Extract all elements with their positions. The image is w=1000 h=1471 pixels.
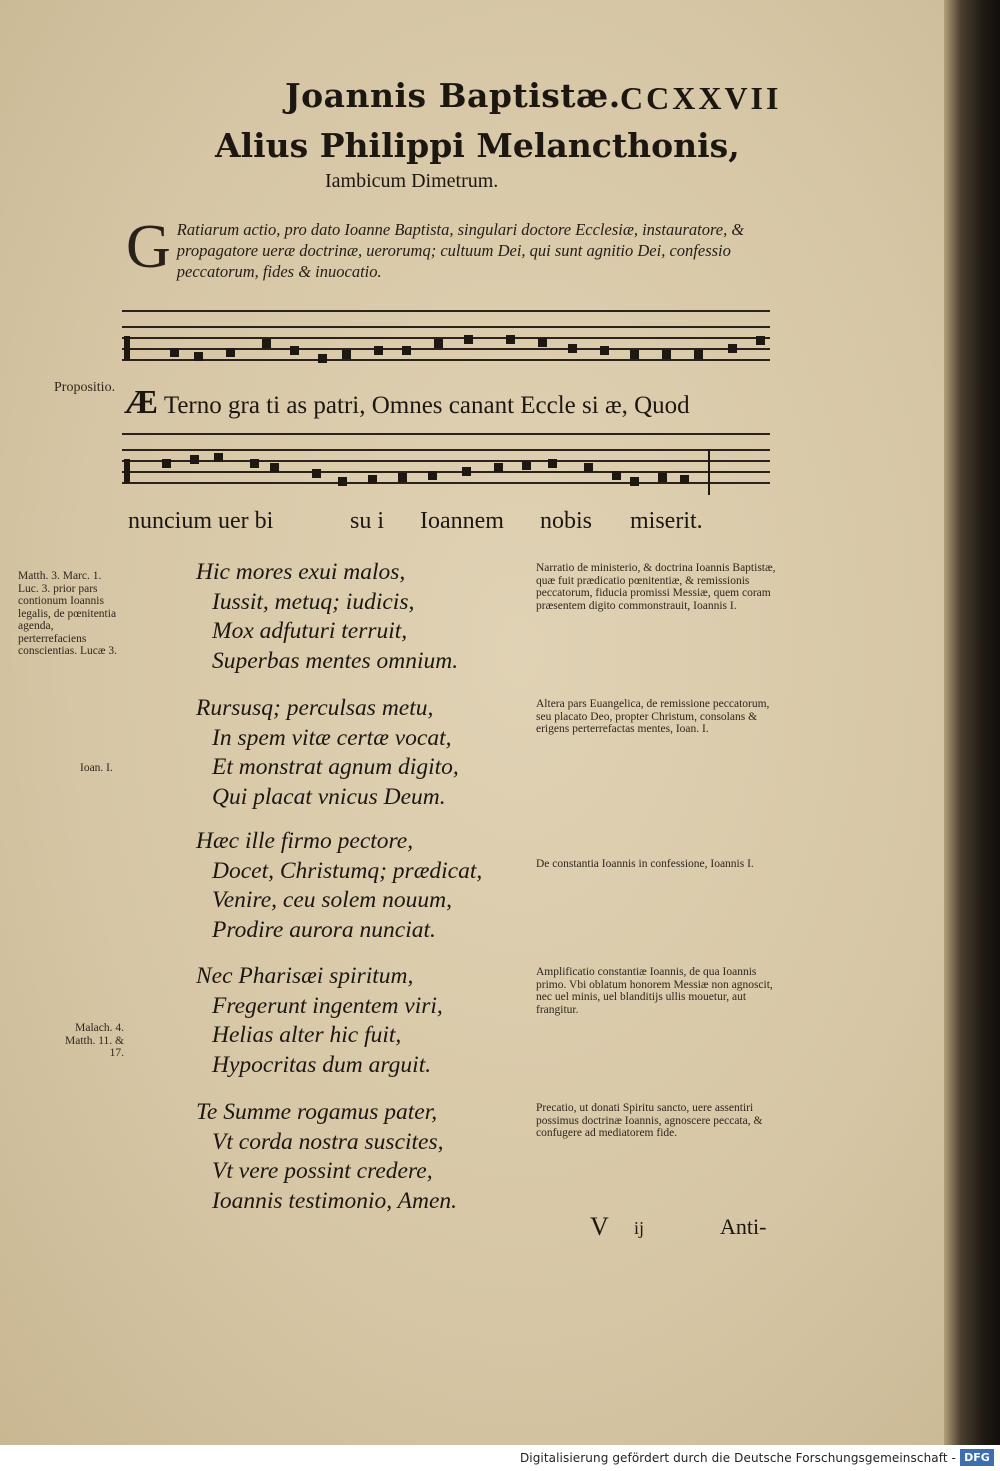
intro-paragraph bbox=[126, 213, 786, 282]
note bbox=[338, 477, 347, 486]
note bbox=[680, 475, 689, 484]
intro-text: Ratiarum actio, pro dato Ioanne Baptista, singulari doctore Ecclesiæ, instauratore, & propagatore ueræ doctrinæ, uerorumq; cultuum Dei, qui sunt agnitio Dei, confessio peccatorum, fides & inuocatio. bbox=[176, 220, 745, 281]
margin-note: Malach. 4. Matth. 11. & 17. bbox=[65, 1022, 124, 1059]
staff-top-rule bbox=[122, 306, 770, 316]
note bbox=[600, 346, 609, 355]
verse-line: Mox adfuturi terruit, bbox=[212, 618, 408, 644]
lyric-word: nuncium uer bi bbox=[128, 508, 274, 534]
lyric-text: Terno gra ti as patri, Omnes canant Eccle si æ, Quod bbox=[163, 392, 690, 419]
note bbox=[342, 350, 351, 359]
note bbox=[658, 473, 667, 482]
note bbox=[522, 461, 531, 470]
verse-line: Vt vere possint credere, bbox=[212, 1158, 433, 1184]
verse-line: Venire, ceu solem nouum, bbox=[212, 887, 452, 913]
music-staff-2 bbox=[122, 449, 770, 495]
margin-note: Matth. 3. Marc. 1. Luc. 3. prior pars contionum Ioannis legalis, de pœnitentia agenda, perterrefaciens conscientias. Lucæ 3. bbox=[18, 570, 118, 657]
lyric-line-1 bbox=[124, 384, 690, 422]
clef-icon bbox=[124, 336, 130, 360]
note bbox=[398, 473, 407, 482]
music-staff-1 bbox=[122, 326, 770, 372]
running-title: Joannis Baptistæ. bbox=[285, 76, 621, 115]
stanza-4 bbox=[196, 962, 443, 1080]
note bbox=[368, 475, 377, 484]
note bbox=[214, 453, 223, 462]
note bbox=[434, 339, 443, 348]
note bbox=[464, 335, 473, 344]
note bbox=[694, 350, 703, 359]
margin-propositio: Propositio. bbox=[54, 380, 116, 395]
note bbox=[584, 463, 593, 472]
stanza-2 bbox=[196, 694, 459, 812]
note bbox=[662, 350, 671, 359]
note bbox=[506, 335, 515, 344]
note bbox=[728, 344, 737, 353]
note bbox=[194, 352, 203, 361]
note bbox=[290, 346, 299, 355]
note bbox=[270, 463, 279, 472]
gloss-note: Narratio de ministerio, & doctrina Ioannis Baptistæ, quæ fuit prædicatio pœnitentiæ, & remissionis peccatorum, fiducia promissi Messiæ, quem coram præsentem digito commonstrauit, Ioannis I. bbox=[536, 562, 776, 612]
lyric-word: miserit. bbox=[630, 508, 703, 534]
verse-line: Hypocritas dum arguit. bbox=[212, 1051, 432, 1078]
note bbox=[428, 471, 437, 480]
footer-bar bbox=[0, 1445, 1000, 1471]
stanza-5 bbox=[196, 1098, 457, 1216]
verse-line: Fregerunt ingentem viri, bbox=[212, 992, 443, 1019]
note bbox=[538, 338, 547, 347]
verse-line: Superbas mentes omnium. bbox=[212, 647, 459, 674]
note bbox=[630, 350, 639, 359]
meter-label: Iambicum Dimetrum. bbox=[325, 170, 499, 192]
note bbox=[612, 471, 621, 480]
signature-number: ij bbox=[634, 1218, 645, 1238]
gloss-note: De constantia Ioannis in confessione, Ioannis I. bbox=[536, 858, 754, 870]
note bbox=[494, 463, 503, 472]
verse-line: In spem vitæ certæ vocat, bbox=[212, 724, 452, 751]
note bbox=[250, 459, 259, 468]
gloss-note: Amplificatio constantiæ Ioannis, de qua Ioannis primo. Vbi oblatum honorem Messiæ non agnoscit, nec uel minis, uel blanditijs ullis mouetur, aut frangitur. bbox=[536, 966, 773, 1016]
verse-line: Hic mores exui malos, bbox=[196, 559, 406, 585]
note bbox=[312, 469, 321, 478]
lyric-line-2 bbox=[128, 508, 703, 535]
lyric-word: nobis bbox=[540, 508, 593, 534]
note bbox=[630, 477, 639, 486]
note bbox=[190, 455, 199, 464]
note bbox=[170, 348, 179, 357]
signature-mark: V bbox=[590, 1212, 609, 1241]
note bbox=[262, 339, 271, 348]
catchword: Anti- bbox=[720, 1214, 767, 1239]
drop-cap: G bbox=[126, 213, 171, 281]
note bbox=[568, 344, 577, 353]
lyric-initial: Æ bbox=[124, 384, 158, 421]
dfg-logo-icon[interactable]: DFG bbox=[960, 1449, 994, 1466]
note bbox=[318, 354, 327, 363]
folio-number: CCXXVII bbox=[620, 80, 782, 116]
book-edge-shadow bbox=[944, 0, 1000, 1445]
hymn-title: Alius Philippi Melancthonis, bbox=[215, 126, 740, 165]
verse-line: Ioannis testimonio, Amen. bbox=[212, 1187, 457, 1214]
verse-line: Et monstrat agnum digito, bbox=[212, 754, 459, 780]
verse-line: Helias alter hic fuit, bbox=[212, 1022, 402, 1048]
verse-line: Docet, Christumq; prædicat, bbox=[212, 857, 483, 884]
verse-line: Nec Pharisæi spiritum, bbox=[196, 963, 414, 989]
verse-line: Qui placat vnicus Deum. bbox=[212, 783, 446, 810]
gloss-note: Altera pars Euangelica, de remissione peccatorum, seu placato Deo, propter Christum, consolans & erigens perterrefactas mentes, Ioan. I. bbox=[536, 698, 770, 735]
verse-line: Vt corda nostra suscites, bbox=[212, 1128, 444, 1155]
margin-note: Ioan. I. bbox=[80, 762, 113, 774]
stanza-3 bbox=[196, 827, 482, 945]
clef-icon bbox=[124, 459, 130, 483]
lyric-word: Ioannem bbox=[420, 508, 504, 534]
funding-credit: Digitalisierung gefördert durch die Deutsche Forschungsgemeinschaft - bbox=[519, 1451, 956, 1465]
bar-line bbox=[708, 449, 710, 495]
note bbox=[548, 459, 557, 468]
stanza-1 bbox=[196, 558, 458, 676]
verse-line: Te Summe rogamus pater, bbox=[196, 1099, 438, 1125]
note bbox=[374, 346, 383, 355]
staff-top-rule bbox=[122, 429, 770, 439]
verse-line: Rursusq; perculsas metu, bbox=[196, 695, 434, 721]
note bbox=[756, 336, 765, 345]
note bbox=[226, 348, 235, 357]
verse-line: Hæc ille firmo pectore, bbox=[196, 828, 414, 854]
note bbox=[402, 346, 411, 355]
verse-line: Iussit, metuq; iudicis, bbox=[212, 588, 415, 615]
gloss-note: Precatio, ut donati Spiritu sancto, uere assentiri possimus doctrinæ Ioannis, agnoscere peccata, & confugere ad mediatorem fide. bbox=[536, 1102, 763, 1139]
lyric-word: su i bbox=[350, 508, 385, 534]
note bbox=[462, 467, 471, 476]
verse-line: Prodire aurora nunciat. bbox=[212, 916, 436, 943]
note bbox=[162, 459, 171, 468]
